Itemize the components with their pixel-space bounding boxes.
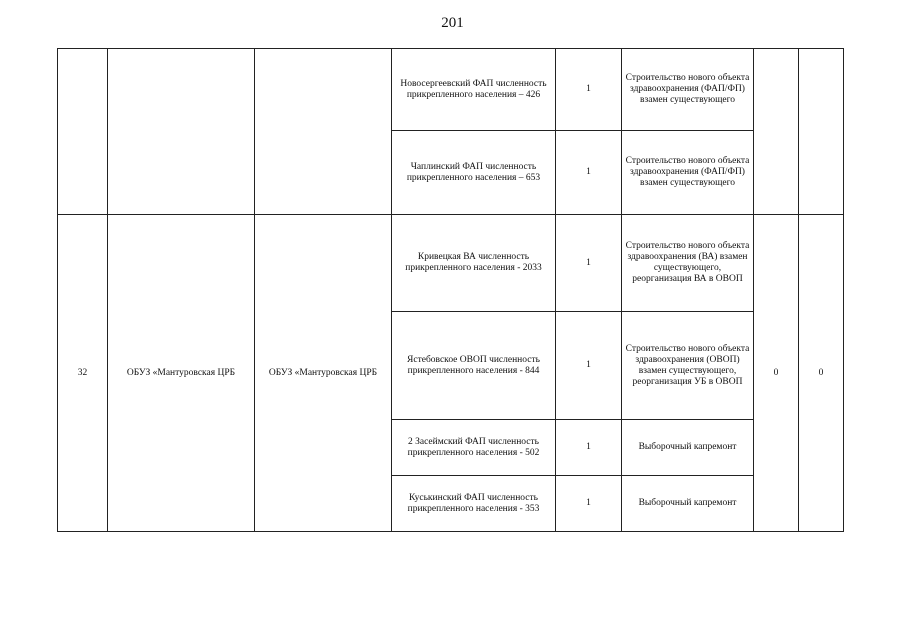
quantity-cell: 1 xyxy=(556,131,622,215)
measure-cell: Строительство нового объекта здравоохранения (ВА) взамен существующего, реорганизация ВА в ОВОП xyxy=(622,215,754,312)
total-cell-empty xyxy=(799,49,844,215)
quantity-cell: 1 xyxy=(556,420,622,476)
organization-cell: ОБУЗ «Мантуровская ЦРБ xyxy=(255,215,392,532)
facility-cell: Кривецкая ВА численность прикрепленного населения - 2033 xyxy=(392,215,556,312)
measure-cell: Выборочный капремонт xyxy=(622,420,754,476)
table-row xyxy=(58,49,844,131)
table-row xyxy=(58,215,844,312)
measure-cell: Строительство нового объекта здравоохранения (ОВОП) взамен существующего, реорганизация УБ в ОВОП xyxy=(622,312,754,420)
facility-cell: Ястебовское ОВОП численность прикрепленного населения - 844 xyxy=(392,312,556,420)
page-number: 201 xyxy=(441,15,464,31)
facility-cell: Новосергеевский ФАП численность прикрепленного населения – 426 xyxy=(392,49,556,131)
organization-cell: ОБУЗ «Мантуровская ЦРБ xyxy=(108,215,255,532)
total-cell: 0 xyxy=(754,215,799,532)
quantity-cell: 1 xyxy=(556,215,622,312)
total-cell: 0 xyxy=(799,215,844,532)
quantity-cell: 1 xyxy=(556,49,622,131)
measure-cell: Строительство нового объекта здравоохранения (ФАП/ФП) взамен существующего xyxy=(622,131,754,215)
organization-cell-empty xyxy=(108,49,255,215)
quantity-cell: 1 xyxy=(556,476,622,532)
facility-cell: Чаплинский ФАП численность прикрепленного населения – 653 xyxy=(392,131,556,215)
measure-cell: Строительство нового объекта здравоохранения (ФАП/ФП) взамен существующего xyxy=(622,49,754,131)
organization-cell-empty xyxy=(255,49,392,215)
quantity-cell: 1 xyxy=(556,312,622,420)
measure-cell: Выборочный капремонт xyxy=(622,476,754,532)
total-cell-empty xyxy=(754,49,799,215)
number-cell-empty xyxy=(58,49,108,215)
facility-cell: 2 Засеймский ФАП численность прикрепленного населения - 502 xyxy=(392,420,556,476)
row-number-cell: 32 xyxy=(58,215,108,532)
data-table xyxy=(57,48,844,532)
facility-cell: Куськинский ФАП численность прикрепленного населения - 353 xyxy=(392,476,556,532)
